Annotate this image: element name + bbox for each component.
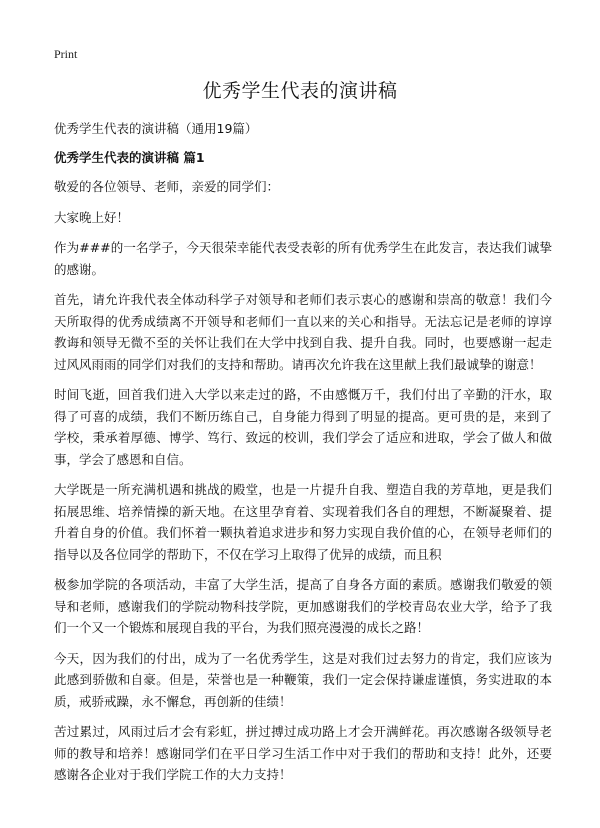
paragraph-thanks: 首先，请允许我代表全体动科学子对领导和老师们表示衷心的感谢和崇高的敬意！我们今天所取得的优秀成绩离不开领导和老师们一直以来的关心和指导。无法忘记是老师的谆谆教诲和领导无微不至的关怀让我们在大学中找到自我、提升自我。同时，也要感谢一起走过风风雨雨的同学们对我们的支持和帮助。请再次允许我在这里献上我们最诚挚的谢意！ (54, 292, 552, 372)
paragraph-honor: 今天，因为我们的付出，成为了一名优秀学生，这是对我们过去努力的肯定，我们应该为此感到骄傲和自豪。但是，荣誉也是一种鞭策，我们一定会保持谦虚谨慎，务实进取的本质，戒骄戒躁，永不懈怠，再创新的佳绩！ (54, 650, 552, 709)
paragraph-reflection: 时间飞逝，回首我们进入大学以来走过的路，不由感慨万千，我们付出了辛勤的汗水，取得了可喜的成绩，我们不断历练自己，自身能力得到了明显的提高。更可贵的是，来到了学校，秉承着厚德、博学、笃行、致远的校训，我们学会了适应和进取，学会了做人和做事，学会了感恩和自信。 (54, 387, 552, 467)
paragraph-salutation: 敬爱的各位领导、老师，亲爱的同学们： (54, 179, 280, 194)
paragraph-university: 大学既是一所充满机遇和挑战的殿堂，也是一片提升自我、塑造自我的芳草地，更是我们拓展思维、培养情操的新天地。在这里孕育着、实现着我们各自的理想，不断凝聚着、提升着自身的价值。我们怀着一颗执着追求进步和努力实现自我价值的心，在领导老师们的指导以及各位同学的帮助下，不仅在学习上取得了优异的成绩，而且积 (54, 482, 552, 562)
document-subtitle: 优秀学生代表的演讲稿（通用19篇） (54, 121, 258, 136)
section-heading: 优秀学生代表的演讲稿 篇1 (54, 150, 205, 165)
paragraph-activities: 极参加学院的各项活动，丰富了大学生活，提高了自身各方面的素质。感谢我们敬爱的领导和老师，感谢我们的学院动物科技学院，更加感谢我们的学校青岛农业大学，给予了我们一个又一个锻炼和展现自我的平台，为我们照亮漫漫的成长之路！ (54, 577, 552, 635)
paragraph-closing: 苦过累过，风雨过后才会有彩虹，拼过搏过成功路上才会开满鲜花。再次感谢各级领导老师的教导和培养！感谢同学们在平日学习生活工作中对于我们的帮助和支持！此外，还要感谢各企业对于我们学院工作的大力支持！ (54, 724, 552, 782)
document-body (54, 118, 552, 795)
paragraph-intro: 作为###的一名学子，今天很荣幸能代表受表彰的所有优秀学生在此发言，表达我们诚挚的感谢。 (54, 240, 552, 277)
print-link[interactable]: Print (54, 47, 78, 61)
page-title: 优秀学生代表的演讲稿 (202, 80, 398, 102)
paragraph-greeting: 大家晚上好！ (54, 209, 130, 225)
